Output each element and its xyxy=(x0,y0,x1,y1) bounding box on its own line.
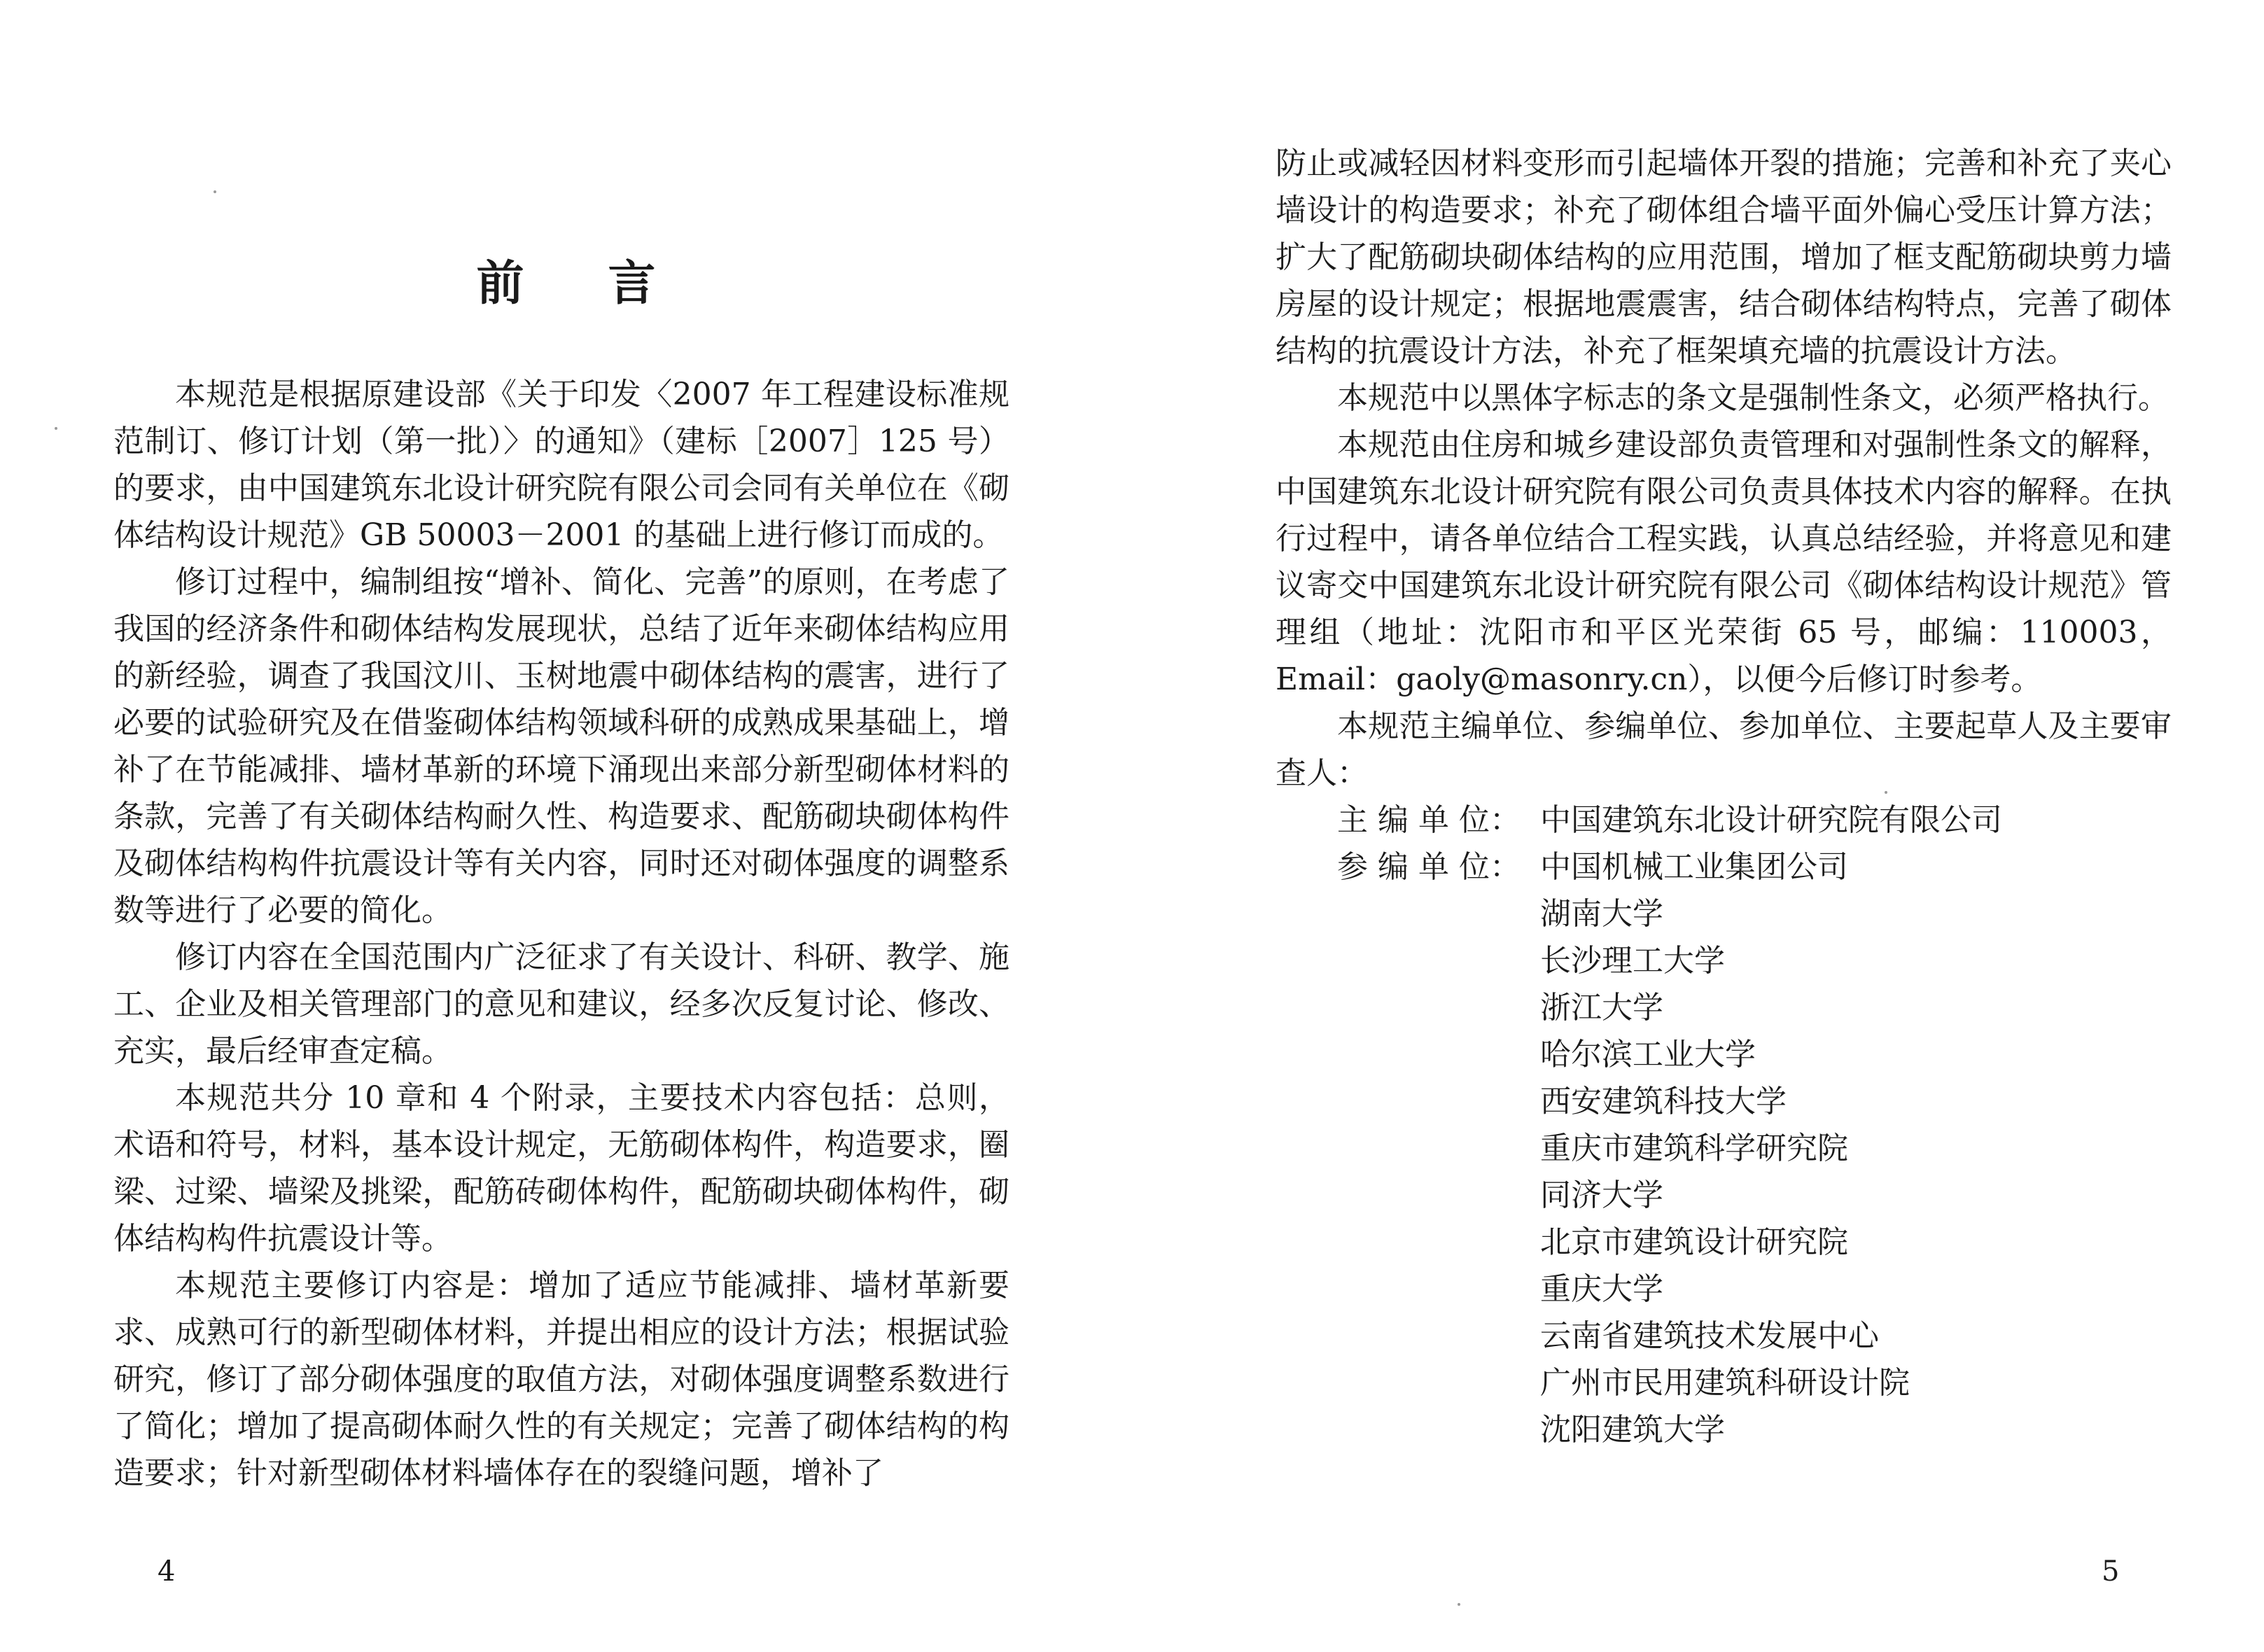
list-item: 长沙理工大学 xyxy=(1540,943,1725,979)
paragraph: 本规范中以黑体字标志的条文是强制性条文，必须严格执行。 xyxy=(1337,380,2169,416)
participating-units-list xyxy=(1540,844,1910,1453)
scan-speck xyxy=(55,427,57,430)
chief-unit: 中国建筑东北设计研究院有限公司 xyxy=(1540,802,2002,838)
chief-unit-label: 主 编 单 位： xyxy=(1337,802,1521,838)
list-item: 重庆市建筑科学研究院 xyxy=(1540,1130,1848,1166)
scan-speck xyxy=(1458,1603,1460,1606)
participating-units-label: 参 编 单 位： xyxy=(1337,849,1521,885)
list-item: 重庆大学 xyxy=(1540,1271,1663,1307)
right-column-text xyxy=(1276,140,2172,1453)
list-item: 沈阳建筑大学 xyxy=(1540,1412,1725,1448)
paragraph: 本规范由住房和城乡建设部负责管理和对强制性条文的解释，中国建筑东北设计研究院有限公司负责具体技术内容的解释。在执行过程中，请各单位结合工程实践，认真总结经验，并将意见和建议寄交中国建筑东北设计研究院有限公司《砌体结构设计规范》管理组（地址：沈阳市和平区光荣街 65 号，邮编：110003，Email：gaoly@masonry.cn），以便今后修订时参考。 xyxy=(1276,427,2172,697)
page-number: 5 xyxy=(2102,1555,2120,1588)
list-item: 广州市民用建筑科研设计院 xyxy=(1540,1365,1910,1401)
paragraph: 本规范主编单位、参编单位、参加单位、主要起草人及主要审查人： xyxy=(1276,708,2172,791)
page-title: 前言 xyxy=(476,255,740,312)
paragraph: 修订内容在全国范围内广泛征求了有关设计、科研、教学、施工、企业及相关管理部门的意见和建议，经多次反复讨论、修改、充实，最后经审查定稿。 xyxy=(113,939,1009,1069)
list-item: 同济大学 xyxy=(1540,1177,1663,1213)
right-page xyxy=(1132,0,2264,1652)
continuation-paragraph: 防止或减轻因材料变形而引起墙体开裂的措施；完善和补充了夹心墙设计的构造要求；补充了砌体组合墙平面外偏心受压计算方法；扩大了配筋砌块砌体结构的应用范围，增加了框支配筋砌块剪力墙房屋的设计规定；根据地震震害，结合砌体结构特点，完善了砌体结构的抗震设计方法，补充了框架填充墙的抗震设计方法。 xyxy=(1276,146,2172,369)
paragraph: 修订过程中，编制组按“增补、简化、完善”的原则，在考虑了我国的经济条件和砌体结构发展现状，总结了近年来砌体结构应用的新经验，调查了我国汶川、玉树地震中砌体结构的震害，进行了必要的试验研究及在借鉴砌体结构领域科研的成熟成果基础上，增补了在节能减排、墙材革新的环境下涌现出来部分新型砌体材料的条款，完善了有关砌体结构耐久性、构造要求、配筋砌块砌体构件及砌体结构构件抗震设计等有关内容，同时还对砌体强度的调整系数等进行了必要的简化。 xyxy=(113,564,1009,928)
list-item: 云南省建筑技术发展中心 xyxy=(1540,1318,1879,1354)
list-item: 中国机械工业集团公司 xyxy=(1540,849,1848,885)
list-item: 西安建筑科技大学 xyxy=(1540,1084,1787,1119)
list-item: 哈尔滨工业大学 xyxy=(1540,1037,1756,1072)
page-number: 4 xyxy=(158,1555,176,1588)
paragraph: 本规范主要修订内容是：增加了适应节能减排、墙材革新要求、成熟可行的新型砌体材料，并提出相应的设计方法；根据试验研究，修订了部分砌体强度的取值方法，对砌体强度调整系数进行了简化；增加了提高砌体耐久性的有关规定；完善了砌体结构的构造要求；针对新型砌体材料墙体存在的裂缝问题，增补了 xyxy=(113,1268,1009,1491)
list-item: 北京市建筑设计研究院 xyxy=(1540,1224,1848,1260)
scan-speck xyxy=(1885,791,1887,794)
left-column-text xyxy=(113,371,1009,1497)
paragraph: 本规范是根据原建设部《关于印发〈2007 年工程建设标准规范制订、修订计划（第一批）〉的通知》（建标［2007］125 号）的要求，由中国建筑东北设计研究院有限公司会同有关单位在《砌体结构设计规范》GB 50003－2001 的基础上进行修订而成的。 xyxy=(113,377,1009,553)
scan-speck xyxy=(214,190,216,193)
list-item: 浙江大学 xyxy=(1540,990,1663,1026)
list-item: 湖南大学 xyxy=(1540,896,1663,932)
participating-units-row xyxy=(1276,844,2172,1453)
paragraph: 本规范共分 10 章和 4 个附录，主要技术内容包括：总则，术语和符号，材料，基本设计规定，无筋砌体构件，构造要求，圈梁、过梁、墙梁及挑梁，配筋砖砌体构件，配筋砌块砌体构件，砌体结构构件抗震设计等。 xyxy=(113,1080,1009,1256)
chief-unit-row xyxy=(1276,797,2172,844)
